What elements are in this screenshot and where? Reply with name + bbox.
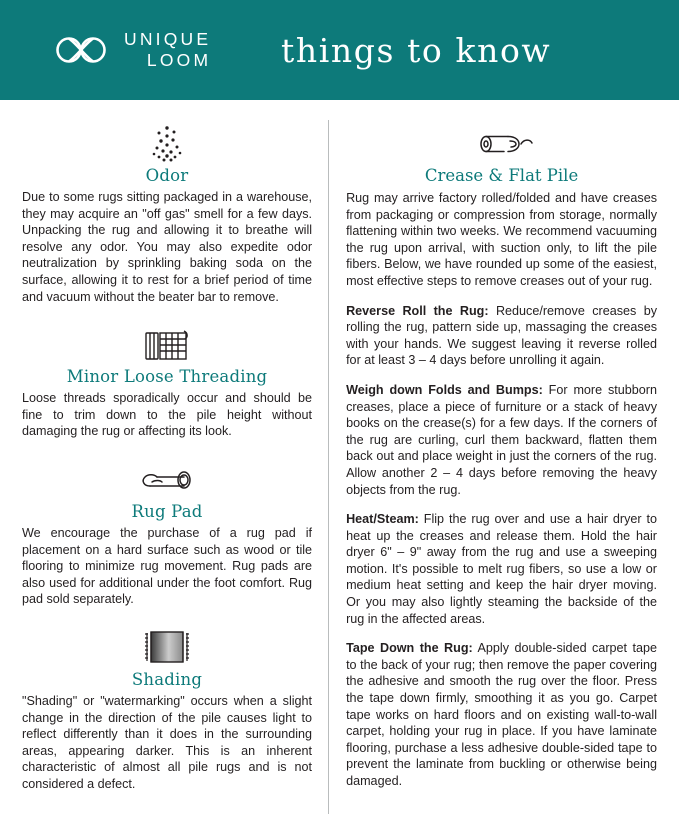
tip-label: Heat/Steam: [346, 512, 419, 527]
tip-text: Flip the rug over and use a hair dryer to heat up the creases and release them. Hold the hair dryer 6" – 9" away from the rug and use a sweeping motion. It's possible to melt rug fibers, so use a low or medium heat setting and keep the hair dryer moving. Or you may also lightly steaming the backside of the rug in the affected areas. [346, 512, 657, 626]
unique-loom-monogram-icon [52, 30, 110, 70]
section-odor [22, 118, 312, 305]
shaded-rug-swatch-icon [22, 622, 312, 668]
section-title: Odor [145, 166, 189, 185]
section-body: We encourage the purchase of a rug pad if placement on a hard surface such as wood or tile flooring to minimize rug movement. Rug pads are also used for additional under the foot comfort. Rug pad sold separately. [22, 525, 313, 607]
tip-weigh-down [346, 382, 657, 498]
section-body: Due to some rugs sitting packaged in a warehouse, they may acquire an "off gas" smell for a few days. Unpacking the rug and allowing it to breathe will resolve any odor. You may also expedite odor neutralization by sprinkling baking soda on the surface, allowing it to rest for a brief period of time and vacuum without the beater bar to remove. [22, 190, 313, 304]
tip-tape-down [346, 640, 657, 789]
tip-reverse-roll [346, 303, 657, 369]
section-body: "Shading" or "watermarking" occurs when a slight change in the direction of the pile causes light to reflect differently than it does in the surrounding areas, appearing darker. This is an inherent characteristic of almost all pile rugs and is not considered a defect. [22, 693, 313, 791]
tip-label: Tape Down the Rug: [346, 641, 473, 656]
section-title: Rug Pad [131, 501, 203, 521]
section-title: Minor Loose Threading [66, 367, 268, 387]
page-header [0, 0, 679, 100]
tip-heat-steam [346, 511, 657, 627]
section-rug-pad [22, 454, 312, 608]
tip-text: Apply double-sided carpet tape to the back of your rug; then remove the paper covering the adhesive and smooth the rug over the floor. Press the tape down firmly, smoothing it as you go. Carpet tape works on hard floors and on existing wall-to-wall carpet, holding your rug in place. If you have laminate flooring, purchase a less adhesive double-sided tape to prevent the laminate from buckling or otherwise being damaged. [346, 641, 657, 788]
page-title: things to know [281, 30, 552, 70]
left-column [22, 118, 328, 824]
section-shading [22, 622, 312, 793]
brand-line-2: LOOM [146, 50, 212, 70]
tip-text: Reduce/remove creases by rolling the rug, pattern side up, massaging the creases with your hands. We suggest leaving it reverse rolled for at least 3 – 4 days before unrolling it again. [346, 303, 657, 368]
brand-lockup [52, 29, 211, 71]
section-minor-loose-threading [22, 319, 312, 440]
content-area [0, 100, 679, 824]
section-title: Shading [131, 669, 203, 689]
brand-line-1: UNIQUE [124, 29, 212, 49]
tip-label: Weigh down Folds and Bumps: [346, 382, 543, 397]
section-body: Loose threads sporadically occur and should be fine to trim down to the pile height without damaging the rug or affecting its look. [22, 391, 313, 439]
tip-label: Reverse Roll the Rug: [346, 303, 489, 318]
rug-pad-roll-icon [22, 454, 312, 500]
dots-scatter-odor-icon [22, 118, 312, 164]
brand-name [124, 29, 211, 71]
right-column [329, 118, 657, 824]
crease-intro-paragraph: Rug may arrive factory rolled/folded and have creases from packaging or compression from storage, normally flattening within two weeks. We recommend vacuuming the rug upon arrival, with suction only, to lift the pile fibers. Below, we have rounded up some of the easiest, most effective steps to remove creases out of your rug. [346, 191, 657, 288]
rolled-rug-crease-icon [346, 118, 657, 164]
tip-text: For more stubborn creases, place a piece of furniture or a stack of heavy books on the crease(s) for a few days. If the corners of the rug are curling, curl them backward, flatten them back out and place weight in just the corners of the rug. Allow another 2 – 4 days before removing the heavy objects from the rug. [346, 382, 658, 497]
section-title: Crease & Flat Pile [424, 166, 579, 185]
rolled-rug-threading-icon [22, 319, 312, 365]
